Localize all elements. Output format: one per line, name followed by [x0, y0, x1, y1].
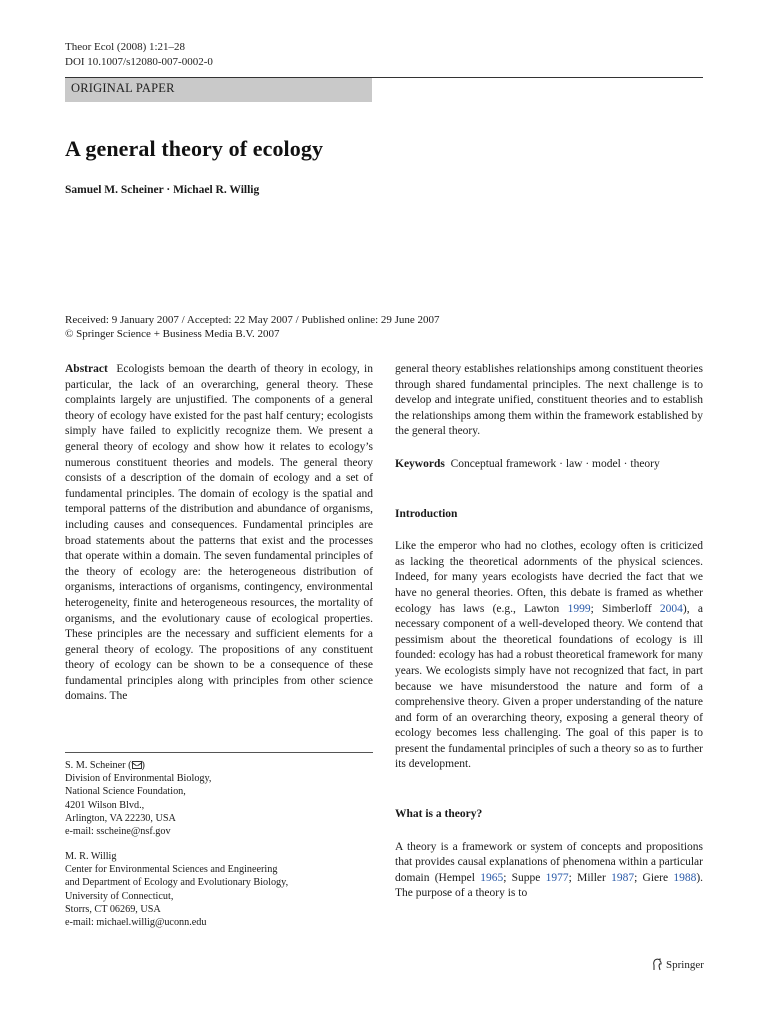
author-list: Samuel M. Scheiner · Michael R. Willig: [65, 184, 260, 196]
theory-heading: What is a theory?: [395, 808, 483, 821]
affil-email[interactable]: e-mail: michael.willig@uconn.edu: [65, 917, 207, 929]
right-column: [395, 362, 703, 902]
citation-link[interactable]: 1987: [611, 871, 635, 884]
introduction-paragraph: Like the emperor who had no clothes, ecology often is criticized as lacking the theoretical adornments of the physical sciences. Indeed, for many years ecologists have decried the fact that we have no general theories. Often, this debate is framed as whether ecology has laws (e.g., Lawton 1999; Simberloff 2004), a necessary component of a well-developed theory. We contend that pessimism about the theoretical foundations of ecology is ill founded: ecology has had a robust theoretical framework for many years. We ecologists simply have not recognized that fact, in part because we have misunderstood the nature and form of a comprehensive theory. Given a proper understanding of the nature and form of an overarching theory, exposing a general theory of ecology becomes less challenging. The goal of this paper is to present the fundamental principles of such a theory so as to further its development.: [395, 540, 703, 771]
citation-link[interactable]: 1965: [480, 871, 504, 884]
copyright-line: © Springer Science + Business Media B.V. 2007: [65, 328, 280, 340]
section-label: ORIGINAL PAPER: [71, 81, 175, 95]
publisher-name: Springer: [666, 958, 704, 971]
abstract-paragraph: [65, 362, 373, 705]
publisher-mark: [651, 958, 704, 971]
envelope-icon[interactable]: [132, 761, 142, 769]
springer-horse-icon: [651, 958, 663, 971]
affiliation-willig: [65, 850, 288, 929]
citation-link[interactable]: 1977: [545, 871, 569, 884]
affil-name: S. M. Scheiner ( ): [65, 760, 145, 771]
affil-line: 4201 Wilson Blvd.,: [65, 799, 145, 811]
paper-title: A general theory of ecology: [65, 136, 324, 161]
history-line: Received: 9 January 2007 / Accepted: 22 May 2007 / Published online: 29 June 2007: [65, 314, 440, 326]
left-column: [65, 362, 373, 705]
keywords-line: [395, 457, 703, 473]
doi-line[interactable]: DOI 10.1007/s12080-007-0002-0: [65, 56, 213, 68]
abstract-text: Ecologists bemoan the dearth of theory in ecology, in particular, the lack of an overarching, general theory. These complaints largely are unjustified. The components of a general theory of ecology have existed for the past half century; ecologists simply have failed to explicitly recognize them. We present a general theory of ecology and show how it relates to ecology’s numerous constituent theories and models. The general theory consists of a description of the domain of ecology and a set of fundamental principles. The domain of ecology is the spatial and temporal patterns of the distribution and abundance of organisms, including causes and consequences. Fundamental principles are broad statements about the patterns that exist and the processes that operate within a domain. The seven fundamental principles of the theory of ecology are: the heterogeneous distribution of organisms, interactions of organisms, contingency, environmental heterogeneity, finite and heterogeneous resources, the mortality of organisms, and the evolutionary cause of ecological properties. These principles are the necessary and sufficient elements for a general theory of ecology. The propositions of any constituent theory of ecology can be shown to be a consequence of these fundamental principles along with principles from other science domains. The: [65, 363, 373, 703]
affil-line: Division of Environmental Biology,: [65, 773, 212, 785]
affil-line: Arlington, VA 22230, USA: [65, 812, 176, 824]
publication-dates: [65, 313, 440, 341]
introduction-heading: Introduction: [395, 507, 458, 520]
theory-paragraph: A theory is a framework or system of concepts and propositions that provides causal explanations of phenomena within a particular domain (Hempel 1965; Suppe 1977; Miller 1987; Giere 1988). The purpose of a theory is to: [395, 840, 704, 900]
section-banner: [65, 78, 372, 102]
affil-line: and Department of Ecology and Evolutionary Biology,: [65, 877, 289, 889]
abstract-label: Abstract: [65, 363, 108, 375]
affil-line: National Science Foundation,: [65, 786, 186, 798]
affil-line: Storrs, CT 06269, USA: [65, 903, 161, 915]
footnote-rule: [65, 752, 373, 753]
affiliation-scheiner: [65, 759, 211, 838]
abstract-continuation: general theory establishes relationships among constituent theories through shared fundamental principles. The next challenge is to develop and integrate unified, constituent theories and to establish the relationships among them within the framework established by the general theory.: [395, 363, 703, 438]
keywords-label: Keywords: [395, 457, 445, 470]
keywords-text: Conceptual framework · law · model · theory: [450, 457, 660, 470]
journal-citation: Theor Ecol (2008) 1:21–28: [65, 41, 186, 53]
affil-name: M. R. Willig: [65, 851, 117, 862]
citation-link[interactable]: 1988: [673, 871, 697, 884]
journal-header: [65, 40, 213, 70]
affil-email[interactable]: e-mail: sscheine@nsf.gov: [65, 826, 171, 838]
citation-link[interactable]: 2004: [659, 602, 683, 615]
citation-link[interactable]: 1999: [567, 602, 591, 615]
affil-line: Center for Environmental Sciences and Engineering: [65, 864, 278, 876]
affil-line: University of Connecticut,: [65, 890, 174, 902]
